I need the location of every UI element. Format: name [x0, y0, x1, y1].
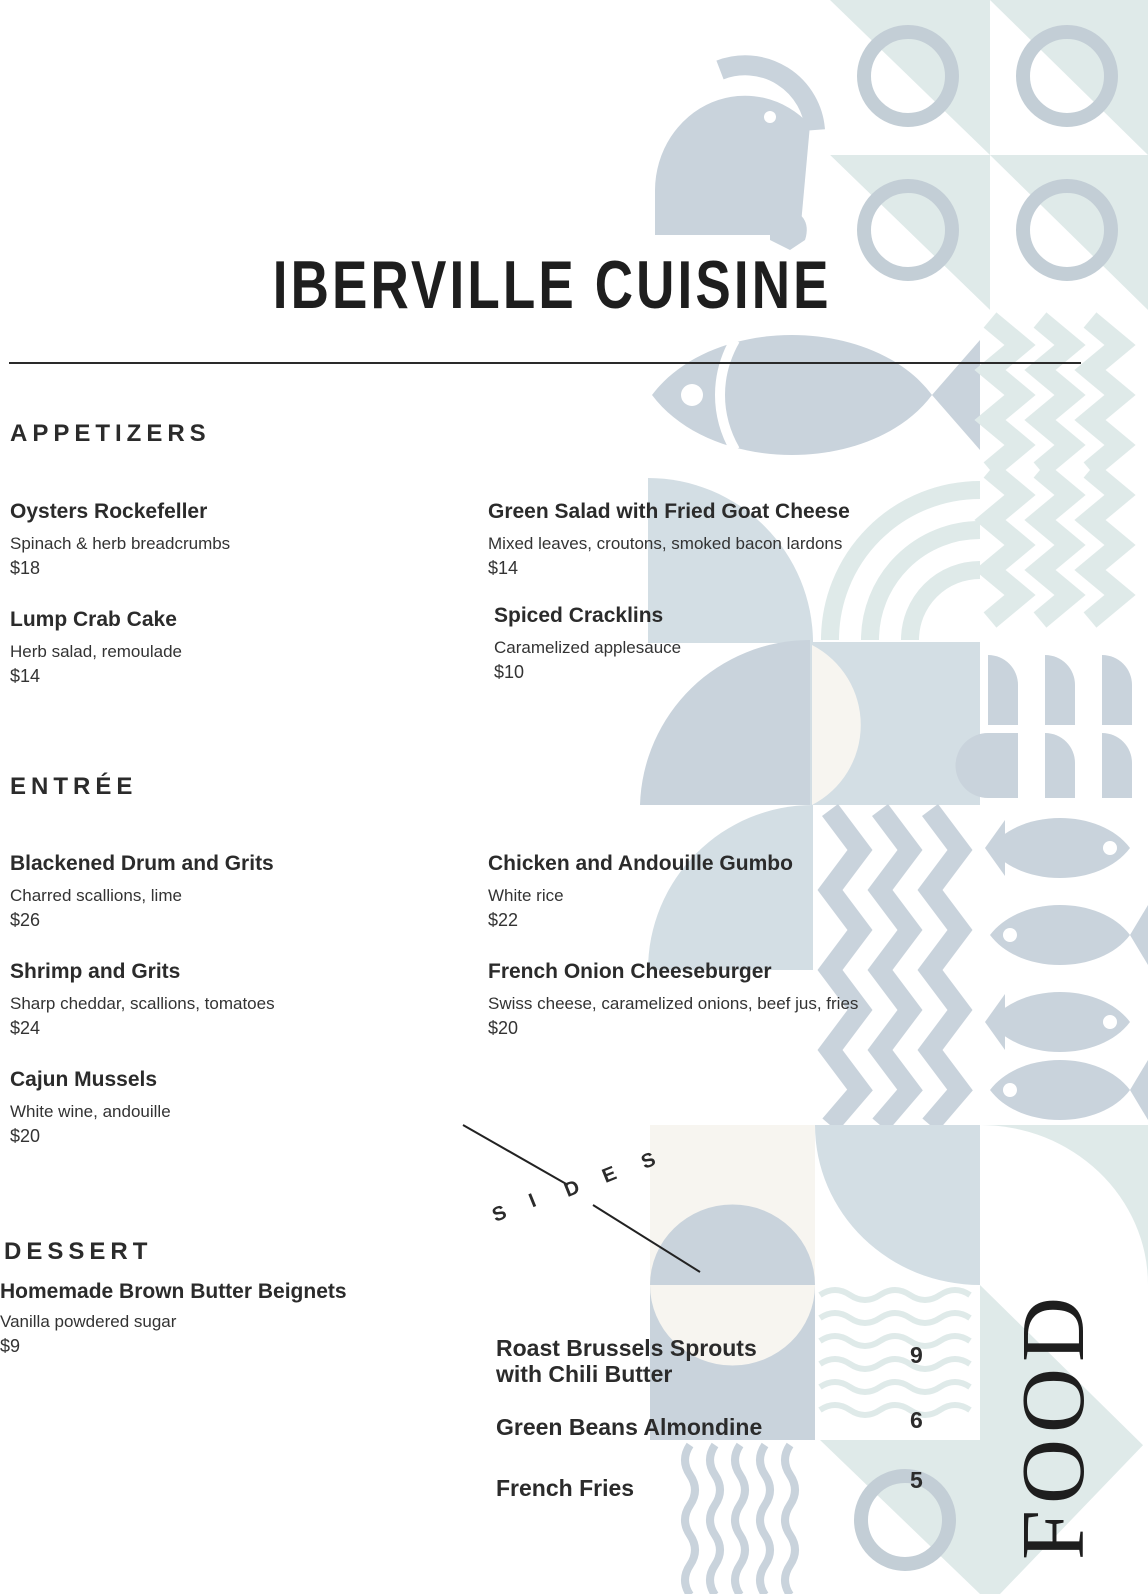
menu-item: [494, 604, 934, 683]
side-item-name: Roast Brussels Sprouts with Chili Butter: [496, 1335, 757, 1387]
menu-item-description: White rice: [488, 886, 564, 905]
section-title-dessert: DESSERT: [4, 1238, 153, 1265]
menu-item: [0, 1280, 460, 1357]
menu-item-price: $14: [10, 666, 41, 686]
fish-icon: [652, 335, 980, 455]
menu-item-description: Swiss cheese, caramelized onions, beef jus, fries: [488, 994, 859, 1013]
menu-item-description: Sharp cheddar, scallions, tomatoes: [10, 994, 275, 1013]
menu-item-price: $20: [488, 1018, 519, 1038]
menu-item-description: Herb salad, remoulade: [10, 642, 182, 661]
side-item-name: Green Beans Almondine: [496, 1414, 763, 1440]
menu-item-price: $24: [10, 1018, 41, 1038]
menu-item-description: Spinach & herb breadcrumbs: [10, 534, 231, 553]
menu-item-description: Caramelized applesauce: [494, 638, 682, 657]
menu-item-description: Charred scallions, lime: [10, 886, 182, 905]
sides-heading-letter: E: [599, 1162, 620, 1188]
menu-item: [488, 500, 928, 579]
sides-divider-line: [463, 1125, 568, 1185]
menu-item-price: $10: [494, 662, 525, 682]
menu-item-name: Lump Crab Cake: [10, 608, 177, 631]
side-item-price: 6: [910, 1407, 923, 1433]
menu-item: [10, 608, 450, 687]
sides-heading-letter: I: [525, 1189, 540, 1213]
section-title-entree: ENTRÉE: [10, 773, 138, 800]
menu-item-description: White wine, andouille: [10, 1102, 171, 1121]
menu-item-name: Chicken and Andouille Gumbo: [488, 852, 793, 875]
shrimp-icon: [655, 65, 815, 250]
side-item-price: 9: [910, 1342, 923, 1368]
menu-item-description: Vanilla powdered sugar: [0, 1312, 177, 1331]
menu-item: [10, 960, 450, 1039]
menu-item-name: Blackened Drum and Grits: [10, 852, 274, 875]
menu-item-price: $9: [0, 1336, 21, 1356]
menu-item-name: Oysters Rockefeller: [10, 500, 208, 523]
side-item-name: French Fries: [496, 1475, 635, 1501]
sides-heading-letter: S: [638, 1148, 659, 1174]
menu-item: [488, 960, 928, 1039]
side-item-price: 5: [910, 1467, 923, 1493]
menu-item-name: Cajun Mussels: [10, 1068, 158, 1091]
menu-item-name: French Onion Cheeseburger: [488, 960, 772, 983]
menu-item-price: $18: [10, 558, 41, 578]
menu-item-description: Mixed leaves, croutons, smoked bacon lardons: [488, 534, 843, 553]
menu-item: [10, 852, 450, 931]
menu-item-name: Spiced Cracklins: [494, 604, 664, 627]
sides-heading-letter: S: [489, 1201, 510, 1227]
menu-item-price: $26: [10, 910, 41, 930]
sides-heading-letter: D: [561, 1176, 583, 1202]
menu-item: [10, 500, 450, 579]
fish-icon: [985, 818, 1148, 1120]
section-title-appetizers: APPETIZERS: [10, 420, 211, 447]
menu-item: [488, 852, 928, 931]
menu-item-price: $14: [488, 558, 519, 578]
menu-item-price: $20: [10, 1126, 41, 1146]
title-divider: [9, 362, 1081, 364]
menu-item-name: Green Salad with Fried Goat Cheese: [488, 500, 850, 523]
menu-item-name: Homemade Brown Butter Beignets: [0, 1280, 347, 1303]
menu-item: [10, 1068, 450, 1147]
menu-item-price: $22: [488, 910, 519, 930]
menu-item-name: Shrimp and Grits: [10, 960, 181, 983]
vertical-food-label: FOOD: [1004, 1290, 1103, 1560]
page-title: IBERVILLE CUISINE: [272, 247, 832, 323]
